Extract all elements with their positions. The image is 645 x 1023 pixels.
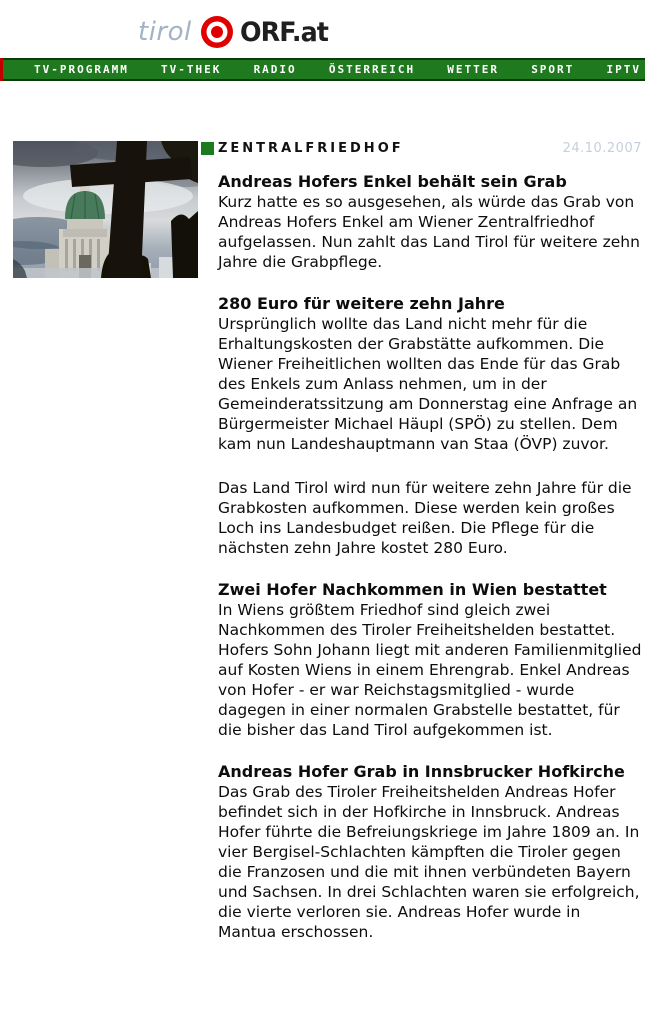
nav-item-wetter[interactable]: WETTER	[447, 63, 500, 76]
article-paragraph: Ursprünglich wollte das Land nicht mehr für die Erhaltungskosten der Grabstätte aufkommen. Die Wiener Freiheitlichen wollten das Ende für das Grab des Enkels zum Anlass nehmen, um in der Gemeinderatssitzung am Donnerstag eine Anfrage an Bürgermeister Michael Häupl (SPÖ) zu stellen. Dem kam nun Landeshauptmann van Staa (ÖVP) zuvor.	[218, 315, 638, 453]
section-heading: Andreas Hofer Grab in Innsbrucker Hofkirche	[218, 762, 625, 781]
article-intro: Kurz hatte es so ausgesehen, als würde das Grab von Andreas Hofers Enkel am Wiener Zentralfriedhof aufgelassen. Nun zahlt das Land Tirol für weitere zehn Jahre die Grabpflege.	[218, 193, 640, 271]
main-navigation	[0, 58, 645, 81]
orf-eye-icon	[200, 15, 234, 49]
article-section	[218, 762, 642, 942]
nav-item-tv-thek[interactable]: TV-THEK	[161, 63, 222, 76]
nav-item-tv-programm[interactable]: TV-PROGRAMM	[34, 63, 129, 76]
article-paragraph: Das Grab des Tiroler Freiheitshelden Andreas Hofer befindet sich in der Hofkirche in Innsbruck. Andreas Hofer führte die Befreiungskriege im Jahre 1809 an. In vier Bergisel-Schlachten kämpften die Tiroler gegen die Franzosen und die mit ihnen verbündeten Bayern und Sachsen. In drei Schlachten waren sie erfolgreich, die vierte verloren sie. Andreas Hofer wurde in Mantua erschossen.	[218, 783, 640, 941]
article-image	[13, 141, 198, 278]
nav-item-radio[interactable]: RADIO	[253, 63, 297, 76]
article-paragraph: In Wiens größtem Friedhof sind gleich zwei Nachkommen des Tiroler Freiheitshelden bestattet. Hofers Sohn Johann liegt mit anderen Familienmitglied auf Kosten Wiens in einem Ehrengrab. Enkel Andreas von Hofer - er war Reichstagsmitglied - wurde dagegen in einer normalen Grabstelle bestattet, für die bisher das Land Tirol aufgekommen ist.	[218, 601, 642, 739]
category-label: ZENTRALFRIEDHOF	[218, 141, 404, 156]
nav-left-red-marker	[0, 58, 3, 81]
category-marker-icon	[201, 142, 214, 155]
article-section	[218, 294, 642, 558]
section-heading: 280 Euro für weitere zehn Jahre	[218, 294, 505, 313]
nav-item-oesterreich[interactable]: ÖSTERREICH	[328, 63, 416, 76]
site-logo[interactable]	[138, 12, 333, 52]
logo-region-label: tirol	[138, 17, 192, 47]
section-heading: Zwei Hofer Nachkommen in Wien bestattet	[218, 580, 607, 599]
cemetery-photo-illustration	[13, 141, 198, 278]
logo-brand-label: ORF.at	[239, 16, 328, 48]
article-headline: Andreas Hofers Enkel behält sein Grab	[218, 172, 567, 191]
article-paragraph: Das Land Tirol wird nun für weitere zehn Jahre für die Grabkosten aufkommen. Diese werden kein großes Loch ins Landesbudget reißen. Die Pflege für die nächsten zehn Jahre kostet 280 Euro.	[218, 479, 632, 557]
article-column	[218, 141, 642, 942]
article-section	[218, 580, 642, 740]
article-meta-row	[218, 141, 642, 157]
nav-item-iptv[interactable]: IPTV	[606, 63, 641, 76]
article-date: 24.10.2007	[562, 141, 642, 156]
nav-item-sport[interactable]: SPORT	[531, 63, 575, 76]
